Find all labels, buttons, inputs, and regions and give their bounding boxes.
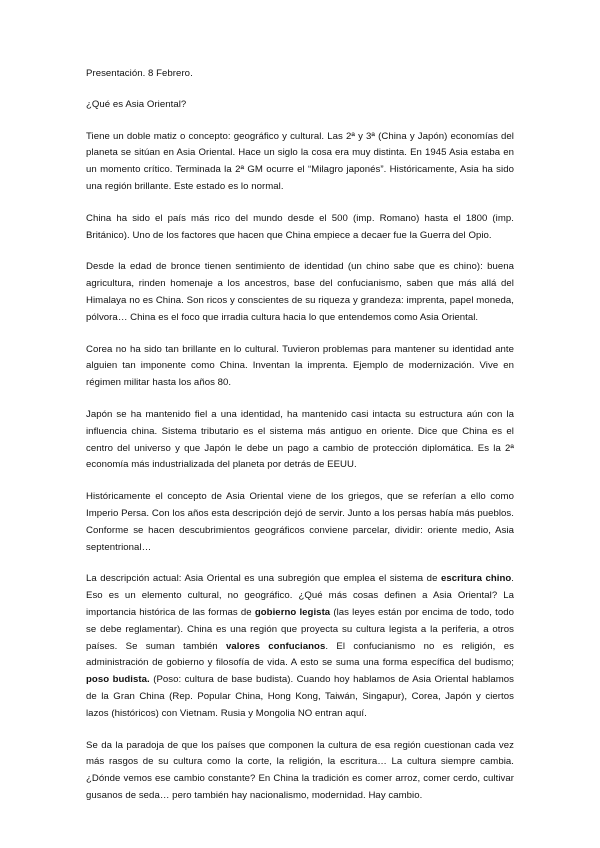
paragraph-history-concept: Históricamente el concepto de Asia Oriental viene de los griegos, que se referían a ello como Imperio Persa. Con los años esta descripción dejó de servir. Junto a los persas había más pueblos. Conforme se hacen descubrimientos geográficos conviene parcelar, dividir: oriente medio, Asia septentrional… xyxy=(86,491,514,553)
paragraph-japan: Japón se ha mantenido fiel a una identidad, ha mantenido casi intacta su estructura aún con la influencia china. Sistema tributario es el sistema más antiguo en oriente. Dice que China es el centro del universo y que Japón le debe un pago a cambio de protección diplomática. Es la 2ª economía más industrializada del planeta por detrás de EEUU. xyxy=(86,408,514,471)
text-run: . El confucianismo no es religión, es administración de gobierno y filosofía de vida. A esto se suma una forma específica del budismo; xyxy=(86,640,514,669)
section-question: ¿Qué es Asia Oriental? xyxy=(86,98,187,110)
text-run: . Eso es un elemento cultural, no geográfico. ¿Qué más cosas definen a Asia Oriental? La importancia histórica de las formas de xyxy=(86,573,515,618)
bold-term-gobierno: gobierno legista xyxy=(254,606,331,618)
date-line: Presentación. 8 Febrero. xyxy=(86,68,193,79)
text-run: (Poso: cultura de base budista). Cuando hoy hablamos de Asia Oriental hablamos de la Gran China (Rep. Popular China, Hong Kong, Taiwán, Singapur), Corea, Japón y ciertos lazos (históricos) con Vietnam. Rusia y Mongolia NO entran aquí. xyxy=(86,674,514,719)
bold-term-escritura: escritura chino xyxy=(440,573,512,585)
paragraph-paradox: Se da la paradoja de que los países que componen la cultura de esa región cuestionan cada vez más rasgos de su cultura como la corte, la religión, la escritura… La cultura siempre cambia. ¿Dónde vemos ese cambio constante? En China la tradición es comer arroz, comer cerdo, cultivar gusanos de seda… pero también hay nacionalismo, modernidad. Hay cambio. xyxy=(86,739,514,801)
paragraph-korea: Corea no ha sido tan brillante en lo cultural. Tuvieron problemas para mantener su identidad ante alguien tan imponente como China. Inventan la imprenta. Ejemplo de modernización. Vive en régimen militar hasta los años 80. xyxy=(86,343,514,389)
bold-term-valores: valores confucianos xyxy=(226,640,326,652)
paragraph-china-identity: Desde la edad de bronce tienen sentimiento de identidad (un chino sabe que es chino): buena agricultura, rinden homenaje a los ancestros, base del confucianismo, saben que más allá del Himalaya no es China. Son ricos y conscientes de su riqueza y grandeza: imprenta, papel moneda, pólvora… China es el foco que irradia cultura hacia lo que entendemos como Asia Oriental. xyxy=(86,261,514,323)
bold-term-poso: poso budista. xyxy=(86,674,150,686)
text-run: La descripción actual: Asia Oriental es una subregión que emplea el sistema de xyxy=(86,573,441,585)
paragraph-current-description xyxy=(86,571,514,722)
text-run: (las leyes están por encima de todo, todo se debe reglamentar). China es una región que proyecta su cultura legista a la periferia, a otros países. Se suman también xyxy=(86,606,514,652)
paragraph-china-wealth: China ha sido el país más rico del mundo desde el 500 (imp. Romano) hasta el 1800 (imp. Británico). Uno de los factores que hacen que China empiece a decaer fue la Guerra del Opio. xyxy=(86,212,514,241)
paragraph-geography: Tiene un doble matiz o concepto: geográfico y cultural. Las 2ª y 3ª (China y Japón) economías del planeta se sitúan en Asia Oriental. Hace un siglo la cosa era muy distinta. En 1945 Asia estaba en un momento crítico. Terminada la 2ª GM ocurre el “Milagro japonés”. Históricamente, Asia ha sido una región brillante. Este estado es lo normal. xyxy=(86,130,514,192)
